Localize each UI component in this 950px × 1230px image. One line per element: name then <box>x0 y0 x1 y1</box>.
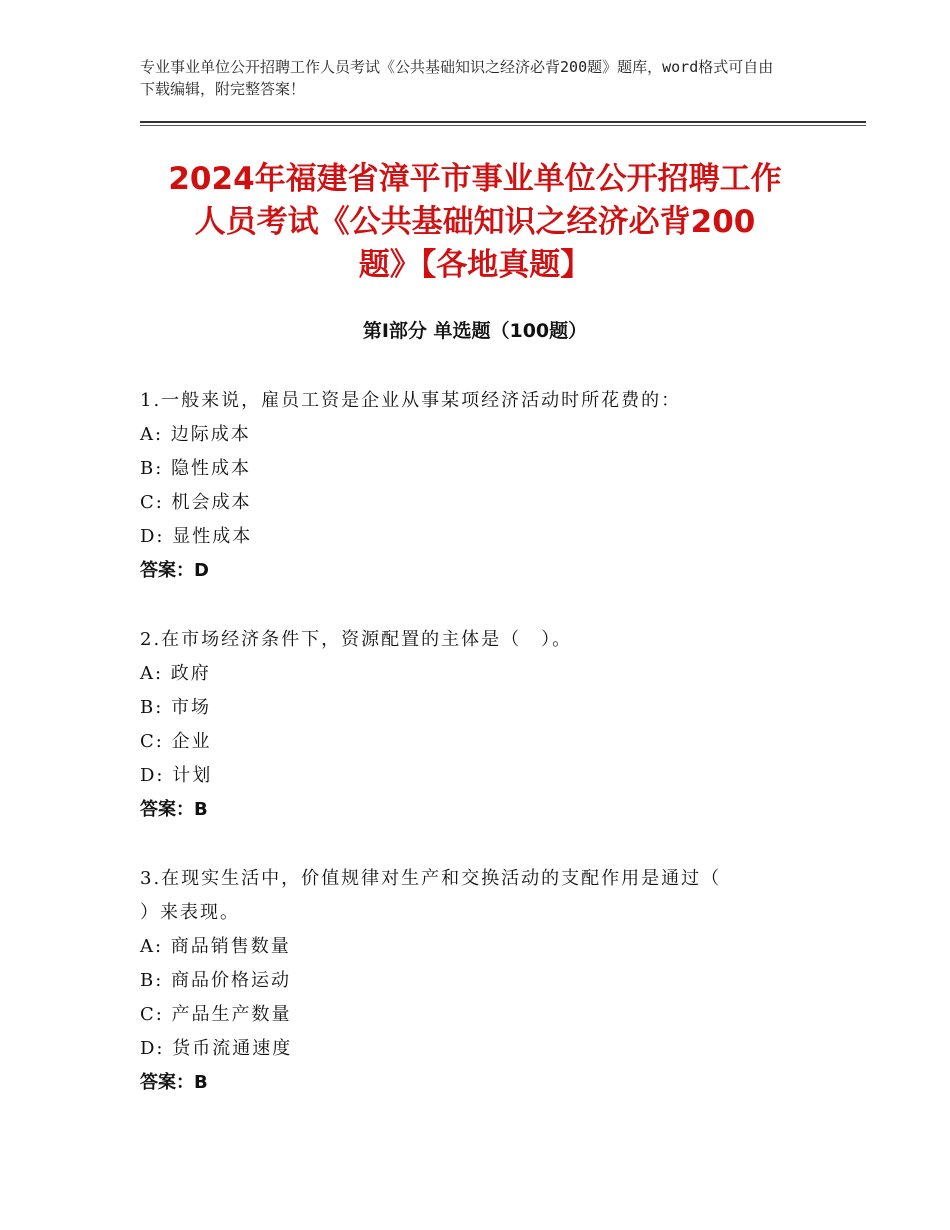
question-2-option-a: A: 政府 <box>140 663 211 684</box>
question-1-option-d: D: 显性成本 <box>140 526 253 547</box>
section-title: 第Ⅰ部分 单选题（100题） <box>362 320 588 342</box>
title-line-1: 2024年福建省漳平市事业单位公开招聘工作 <box>168 161 782 197</box>
question-1-answer: 答案：D <box>140 560 209 581</box>
question-1-stem: 1.一般来说，雇员工资是企业从事某项经济活动时所花费的： <box>140 390 682 411</box>
header-divider-thin <box>140 125 866 126</box>
question-3-answer: 答案：B <box>140 1072 208 1093</box>
question-3-stem-line-1: 3.在现实生活中，价值规律对生产和交换活动的支配作用是通过（ <box>140 868 722 889</box>
question-2-stem: 2.在市场经济条件下，资源配置的主体是（ ）。 <box>140 629 573 650</box>
question-3-option-c: C: 产品生产数量 <box>140 1004 292 1025</box>
document-title <box>140 158 810 287</box>
question-2-answer: 答案：B <box>140 799 208 820</box>
title-line-2: 人员考试《公共基础知识之经济必背200 <box>194 204 756 240</box>
question-1-option-b: B: 隐性成本 <box>140 458 252 479</box>
question-2-option-c: C: 企业 <box>140 731 212 752</box>
question-2-option-b: B: 市场 <box>140 697 212 718</box>
question-3-option-a: A: 商品销售数量 <box>140 936 291 957</box>
question-1-option-c: C: 机会成本 <box>140 492 252 513</box>
header-note: 专业事业单位公开招聘工作人员考试《公共基础知识之经济必背200题》题库，word格式可自由下载编辑，附完整答案！ <box>140 58 774 98</box>
question-3-option-b: B: 商品价格运动 <box>140 970 292 991</box>
question-3-option-d: D: 货币流通速度 <box>140 1038 293 1059</box>
title-line-3: 题》【各地真题】 <box>358 247 592 283</box>
question-1-option-a: A: 边际成本 <box>140 424 251 445</box>
question-3-stem-line-2: ）来表现。 <box>140 902 240 923</box>
header-divider <box>140 121 866 123</box>
question-2-option-d: D: 计划 <box>140 765 213 786</box>
